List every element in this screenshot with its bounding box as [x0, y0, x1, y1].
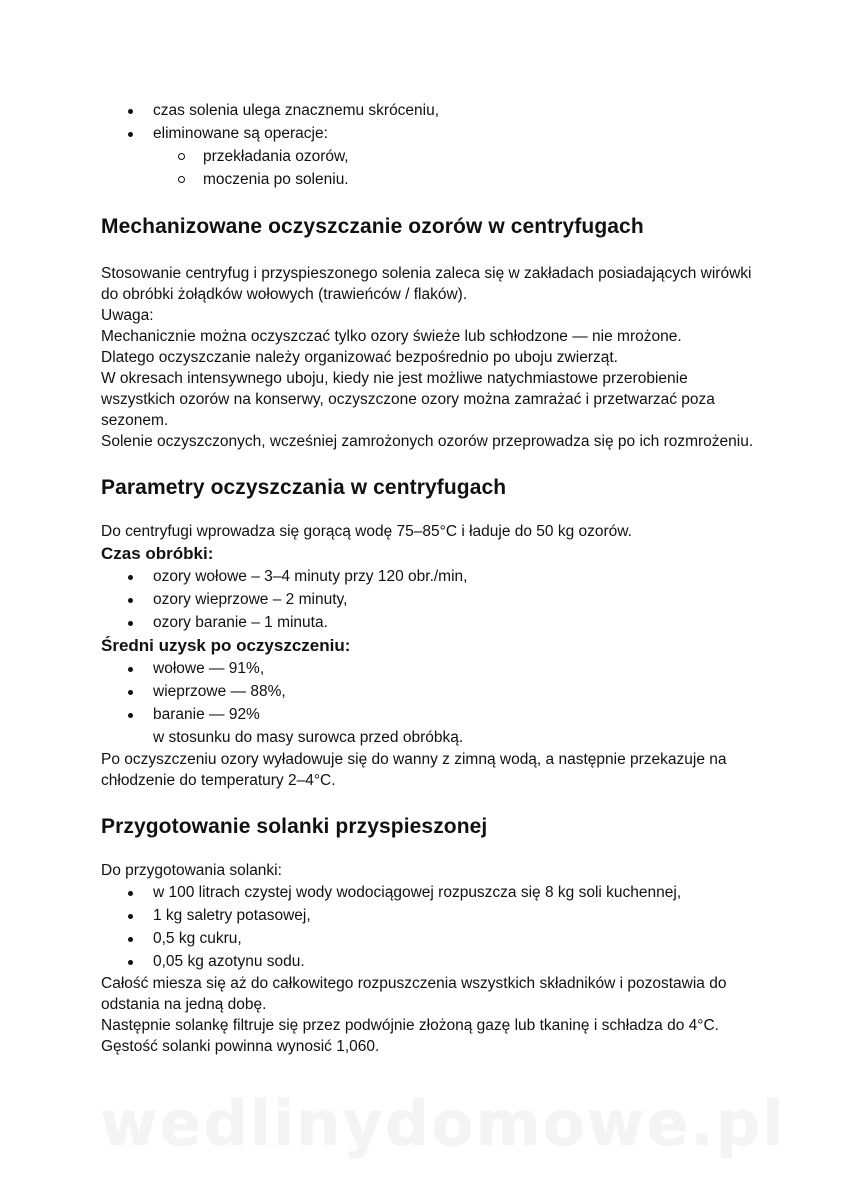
paragraph: Do przygotowania solanki:: [101, 862, 282, 879]
list-item: w 100 litrach czystej wody wodociągowej rozpuszcza się 8 kg soli kuchennej,: [101, 881, 761, 904]
paragraph: Solenie oczyszczonych, wcześniej zamrożonych ozorów przeprowadza się po ich rozmrożeniu.: [101, 433, 754, 450]
paragraph: Stosowanie centryfug i przyspieszonego solenia zaleca się w zakładach posiadających wirówki do obróbki żołądków wołowych (trawieńców / flaków).: [101, 265, 752, 303]
brine-bullet-list: [101, 881, 761, 973]
intro-sub-list: [101, 145, 761, 191]
yield-bullet-list: [101, 657, 761, 726]
subheading-time: Czas obróbki:: [101, 544, 214, 563]
sub-list-item: przekładania ozorów,: [101, 145, 761, 168]
section-body-parameters: [101, 521, 761, 791]
list-item: baranie — 92%: [101, 703, 761, 726]
intro-bullet-list: [101, 99, 761, 145]
list-item: eliminowane są operacje:: [101, 122, 761, 145]
paragraph: Do centryfugi wprowadza się gorącą wodę 75–85°C i ładuje do 50 kg ozorów.: [101, 523, 632, 540]
sub-list-item: moczenia po soleniu.: [101, 168, 761, 191]
section-heading-parameters: Parametry oczyszczania w centryfugach: [101, 476, 507, 499]
yield-note: w stosunku do masy surowca przed obróbką.: [153, 729, 464, 746]
list-item: 0,05 kg azotynu sodu.: [101, 950, 761, 973]
paragraph: Następnie solankę filtruje się przez podwójnie złożoną gazę lub tkaninę i schładza do 4°C.: [101, 1017, 719, 1034]
list-item: 1 kg saletry potasowej,: [101, 904, 761, 927]
paragraph: Uwaga:: [101, 307, 154, 324]
list-item: ozory wołowe – 3–4 minuty przy 120 obr./min,: [101, 565, 761, 588]
watermark: wedlinydomowe.pl: [100, 1087, 786, 1160]
list-item: wieprzowe — 88%,: [101, 680, 761, 703]
section-heading-mechanized-cleaning: Mechanizowane oczyszczanie ozorów w centryfugach: [101, 215, 644, 238]
time-bullet-list: [101, 565, 761, 634]
paragraph: Po oczyszczeniu ozory wyładowuje się do wanny z zimną wodą, a następnie przekazuje na chłodzenie do temperatury 2–4°C.: [101, 751, 727, 789]
subheading-yield: Średni uzysk po oczyszczeniu:: [101, 636, 351, 655]
paragraph: Mechanicznie można oczyszczać tylko ozory świeże lub schłodzone — nie mrożone.: [101, 328, 682, 345]
paragraph: W okresach intensywnego uboju, kiedy nie jest możliwe natychmiastowe przerobienie wszystkich ozorów na konserwy, oczyszczone ozory można zamrażać i przetwarzać poza sezonem.: [101, 370, 715, 429]
document-page: [101, 99, 761, 1057]
paragraph: Gęstość solanki powinna wynosić 1,060.: [101, 1038, 380, 1055]
list-item: czas solenia ulega znacznemu skróceniu,: [101, 99, 761, 122]
section-body-mechanized-cleaning: [101, 263, 761, 452]
list-item: 0,5 kg cukru,: [101, 927, 761, 950]
paragraph: Całość miesza się aż do całkowitego rozpuszczenia wszystkich składników i pozostawia do odstania na jedną dobę.: [101, 975, 727, 1013]
section-heading-brine: Przygotowanie solanki przyspieszonej: [101, 815, 488, 838]
list-item: wołowe — 91%,: [101, 657, 761, 680]
list-item: ozory baranie – 1 minuta.: [101, 611, 761, 634]
list-item: ozory wieprzowe – 2 minuty,: [101, 588, 761, 611]
section-body-brine: [101, 860, 761, 1057]
paragraph: Dlatego oczyszczanie należy organizować bezpośrednio po uboju zwierząt.: [101, 349, 618, 366]
